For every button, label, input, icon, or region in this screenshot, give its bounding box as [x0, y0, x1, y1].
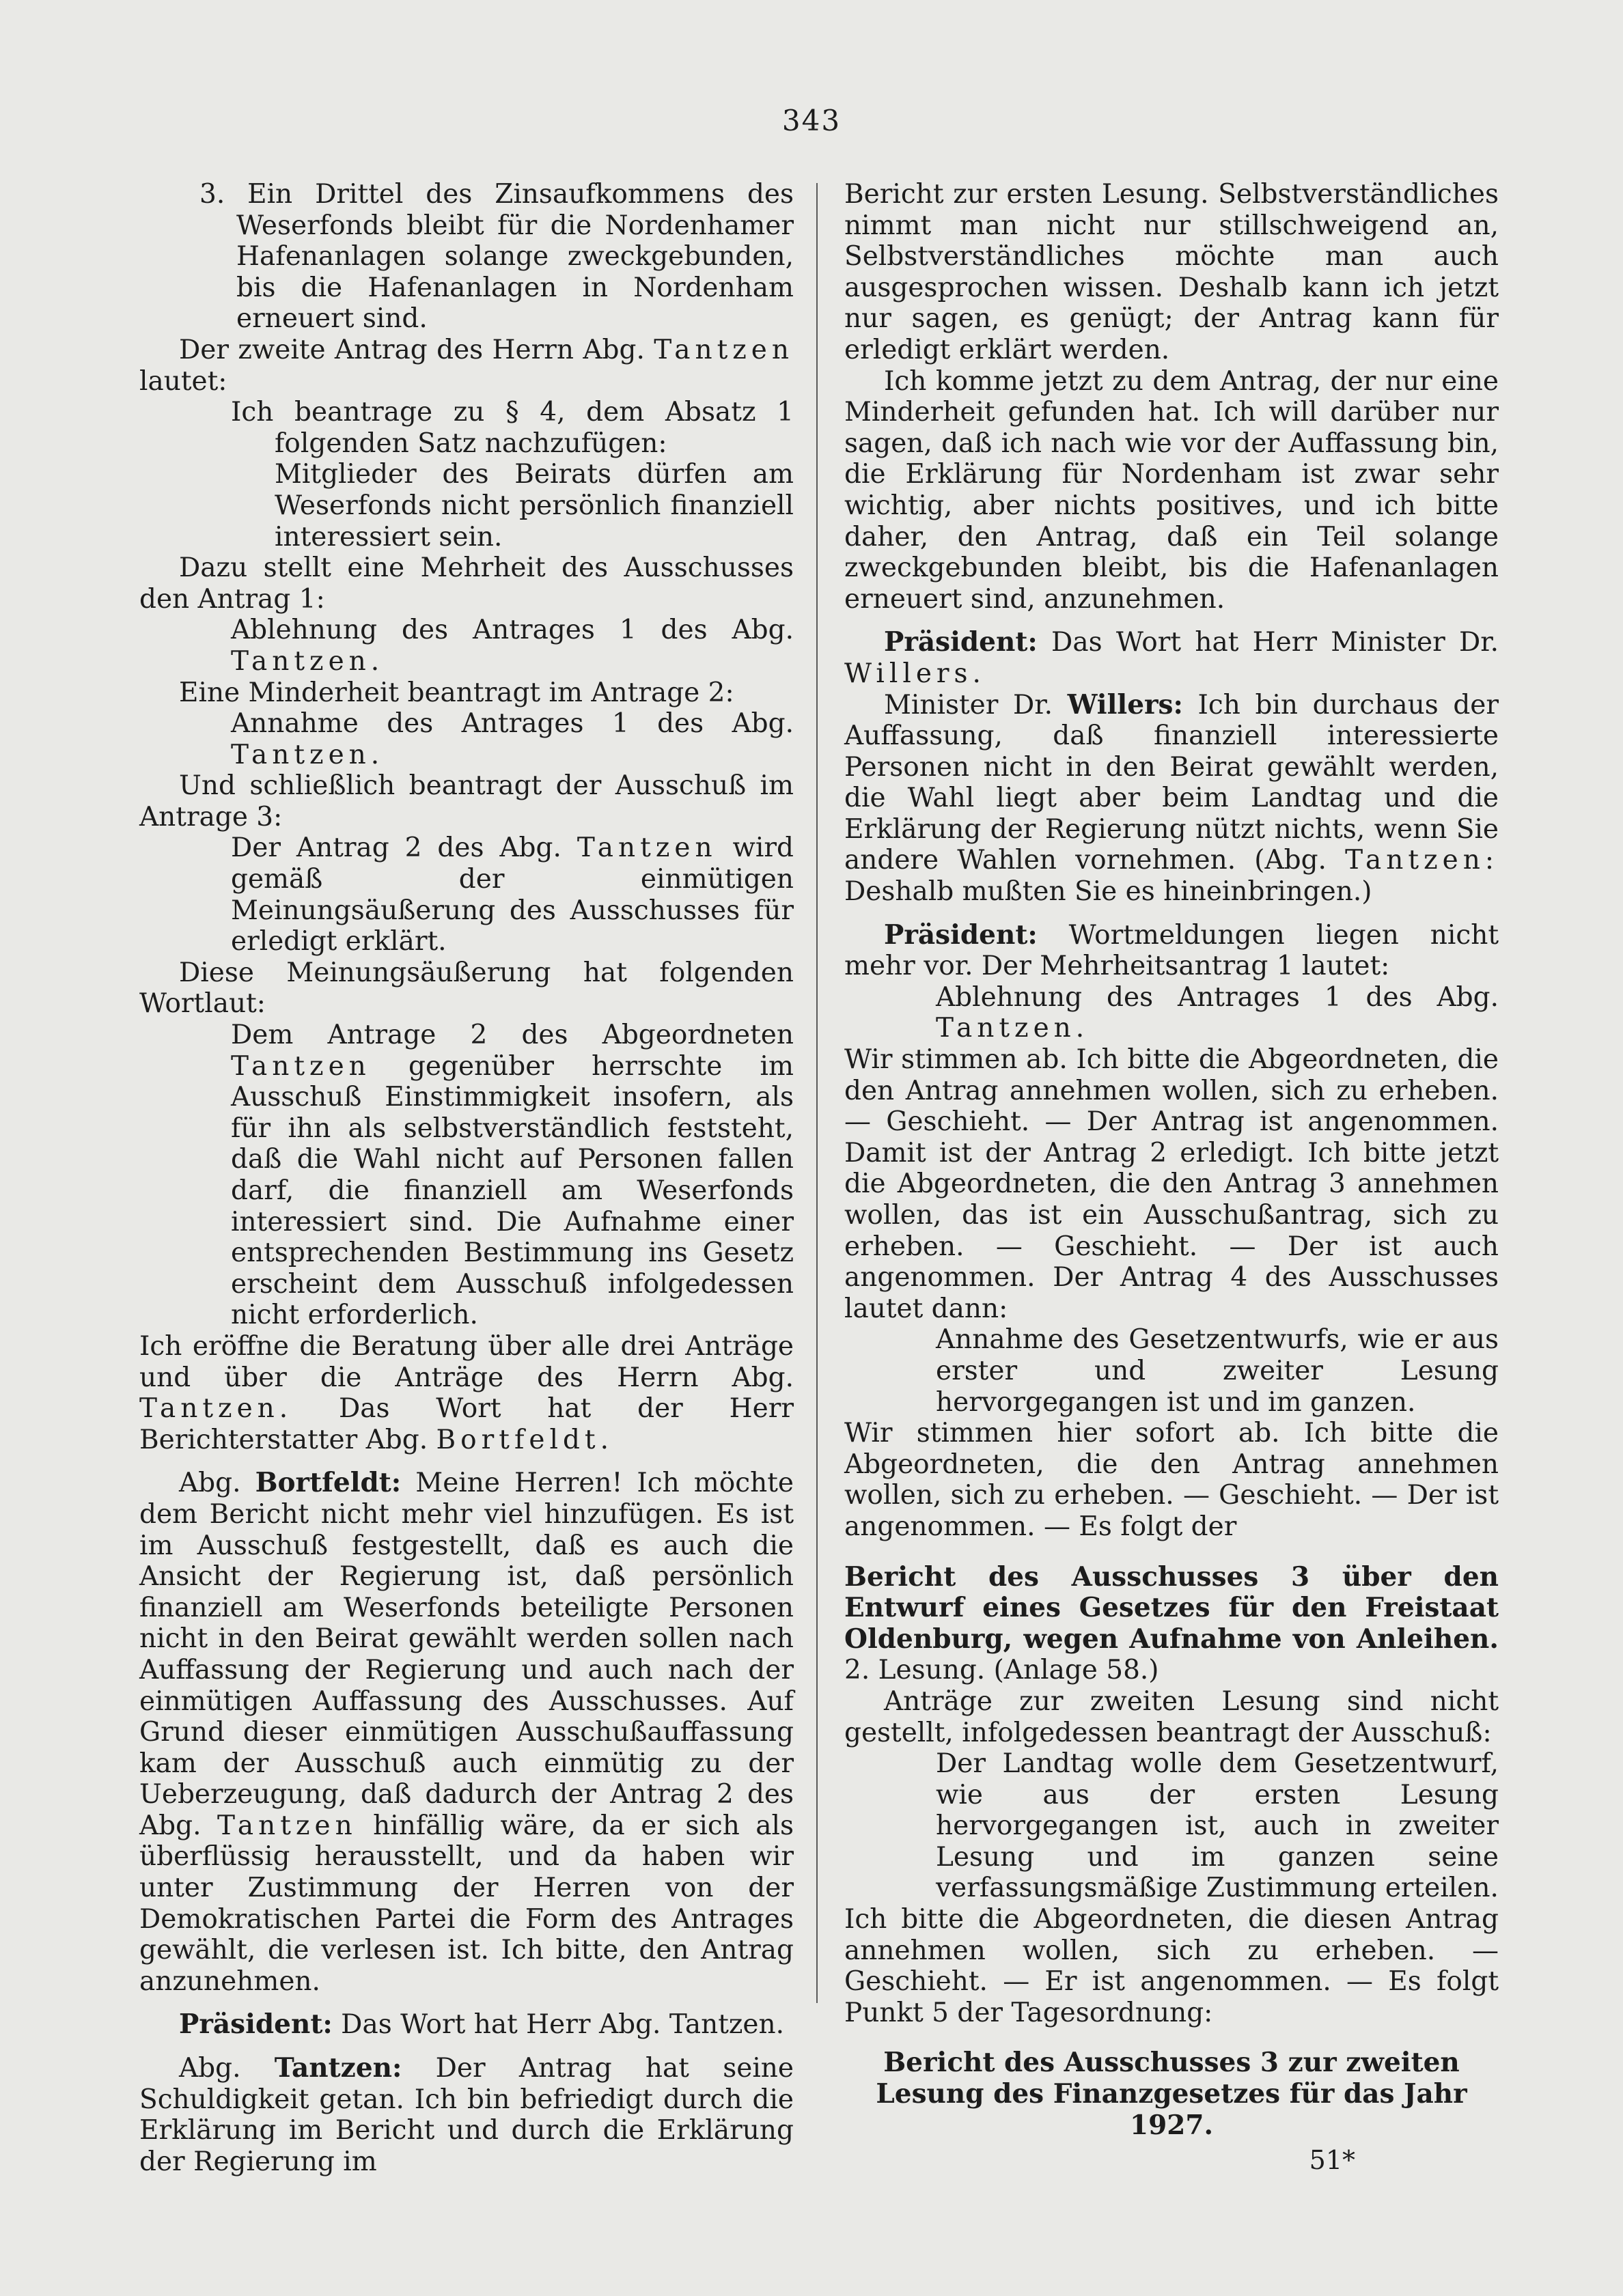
- agenda-heading: Bericht des Ausschusses 3 zur zweiten Lesung des Finanzgesetzes für das Jahr 1927.: [876, 2047, 1467, 2141]
- paragraph: Wir stimmen ab. Ich bitte die Abgeordneten, die den Antrag annehmen wollen, sich zu erheben. — Geschieht. — Der Antrag ist angenommen. Damit ist der Antrag 2 erledigt. Ich bitte jetzt die Abgeordneten, die den Antrag 3 annehmen wollen, das ist ein Ausschußantrag, sich zu erheben. — Geschieht. — Der ist auch angenommen. Der Antrag 4 des Ausschusses lautet dann:: [844, 1044, 1499, 1324]
- motion-item: Annahme des Antrages 1 des Abg. Tantzen.: [231, 708, 794, 770]
- page-number: 343: [781, 104, 842, 137]
- paragraph: Anträge zur zweiten Lesung sind nicht gestellt, infolgedessen beantragt der Ausschuß:: [844, 1685, 1499, 1748]
- printer-signature-mark: 51*: [1309, 2145, 1355, 2176]
- speech: Abg. Tantzen: Der Antrag hat seine Schuldigkeit getan. Ich bin befriedigt durch die Erklärung im Bericht und durch die Erklärung der Regierung im: [139, 2052, 794, 2177]
- agenda-heading: Bericht des Ausschusses 3 über den Entwurf eines Gesetzes für den Freistaat Oldenburg, wegen Aufnahme von Anleihen. 2. Lesung. (Anlage 58.): [844, 1560, 1499, 1686]
- speaker-name: Tantzen: [654, 334, 794, 365]
- paragraph: Ich bitte die Abgeordneten, die diesen Antrag annehmen wollen, sich zu erheben. — Geschieht. — Er ist angenommen. — Es folgt Punkt 5 der Tagesordnung:: [844, 1904, 1499, 2028]
- paragraph: Und schließlich beantragt der Ausschuß im Antrage 3:: [139, 770, 794, 832]
- speaker-label: Willers:: [1067, 688, 1183, 720]
- motion-item: Dem Antrage 2 des Abgeordneten Tantzen gegenüber herrschte im Ausschuß Einstimmigkeit insofern, als für ihn als selbstverständlich feststeht, daß die Wahl nicht auf Personen fallen darf, die finanziell am Weserfonds interessiert sind. Die Aufnahme einer entsprechenden Bestimmung ins Gesetz erscheint dem Ausschuß infolgedessen nicht erforderlich.: [231, 1020, 794, 1331]
- speech: Präsident: Das Wort hat Herr Minister Dr. Willers.: [844, 626, 1499, 689]
- speaker-label: Tantzen:: [274, 2052, 402, 2084]
- speech: Abg. Bortfeldt: Meine Herren! Ich möchte dem Bericht nicht mehr viel hinzufügen. Es ist im Ausschuß festgestellt, daß es auch die Ansicht der Regierung ist, daß persönlich finanziell am Weserfonds beteiligte Personen nicht in den Beirat gewählt werden sollen nach Auffassung der Regierung und auch nach der einmütigen Auffassung des Ausschusses. Auf Grund dieser einmütigen Ausschußauffassung kam der Ausschuß auch einmütig zu der Ueberzeugung, daß dadurch der Antrag 2 des Abg. Tantzen hinfällig wäre, da er sich als überflüssig herausstellt, und da haben wir unter Zustimmung der Herren von der Demokratischen Partei die Form des Antrages gewählt, die verlesen ist. Ich bitte, den Antrag anzunehmen.: [139, 1467, 794, 1997]
- paragraph: Ich eröffne die Beratung über alle drei Anträge und über die Anträge des Herrn Abg. Tantzen. Das Wort hat der Herr Berichterstatter Abg. Bortfeldt.: [139, 1330, 794, 1455]
- left-column: [139, 179, 794, 2177]
- speaker-label: Präsident:: [884, 626, 1038, 658]
- paragraph: Diese Meinungsäußerung hat folgenden Wortlaut:: [139, 957, 794, 1020]
- speaker-label: Präsident:: [884, 919, 1038, 951]
- paragraph: Bericht zur ersten Lesung. Selbstverständliches nimmt man nicht nur stillschweigend an, Selbstverständliches möchte man auch ausgesprochen wissen. Deshalb kann ich jetzt nur sagen, es genügt; der Antrag kann für erledigt erklärt werden.: [844, 179, 1499, 365]
- paragraph: Ich komme jetzt zu dem Antrag, der nur eine Minderheit gefunden hat. Ich will darüber nur sagen, daß ich nach wie vor der Auffassung bin, die Erklärung für Nordenham ist zwar sehr wichtig, aber nichts positives, und ich bitte daher, den Antrag, daß ein Teil solange zweckgebunden bleibt, bis die Hafenanlagen erneuert sind, anzunehmen.: [844, 365, 1499, 615]
- quoted-motion-text: Mitglieder des Beirats dürfen am Weserfonds nicht persönlich finanziell interessiert sein.: [275, 459, 794, 552]
- motion-item: Der Landtag wolle dem Gesetzentwurf, wie aus der ersten Lesung hervorgegangen ist, auch in zweiter Lesung und im ganzen seine verfassungsmäßige Zustimmung erteilen.: [936, 1748, 1499, 1904]
- speech: Präsident: Wortmeldungen liegen nicht mehr vor. Der Mehrheitsantrag 1 lautet:: [844, 919, 1499, 982]
- paragraph: Der zweite Antrag des Herrn Abg. Tantzen lautet:: [139, 334, 794, 397]
- paragraph: Dazu stellt eine Mehrheit des Ausschusses den Antrag 1:: [139, 552, 794, 615]
- paragraph: Wir stimmen hier sofort ab. Ich bitte die Abgeordneten, die den Antrag annehmen wollen, sich zu erheben. — Geschieht. — Der ist angenommen. — Es folgt der: [844, 1418, 1499, 1542]
- speech: Minister Dr. Willers: Ich bin durchaus der Auffassung, daß finanziell interessierte Personen nicht in den Beirat gewählt werden, die Wahl liegt aber beim Landtag und die Erklärung der Regierung nützt nichts, wenn Sie andere Wahlen vornehmen. (Abg. Tantzen: Deshalb mußten Sie es hineinbringen.): [844, 688, 1499, 908]
- motion-item: Ablehnung des Antrages 1 des Abg. Tantzen.: [936, 981, 1499, 1044]
- speaker-label: Präsident:: [179, 2008, 333, 2041]
- motion-item: Annahme des Gesetzentwurfs, wie er aus erster und zweiter Lesung hervorgegangen ist und im ganzen.: [936, 1324, 1499, 1418]
- column-divider: [816, 183, 818, 2003]
- right-column: [844, 179, 1499, 2176]
- speaker-label: Bortfeldt:: [255, 1467, 402, 1499]
- paragraph: 3. Ein Drittel des Zinsaufkommens des Weserfonds bleibt für die Nordenhamer Hafenanlagen solange zweckgebunden, bis die Hafenanlagen in Nordenham erneuert sind.: [199, 179, 794, 335]
- motion-item: Der Antrag 2 des Abg. Tantzen wird gemäß der einmütigen Meinungsäußerung des Ausschusses für erledigt erklärt.: [231, 832, 794, 957]
- quoted-motion: Ich beantrage zu § 4, dem Absatz 1 folgenden Satz nachzufügen:: [231, 397, 794, 459]
- motion-item: Ablehnung des Antrages 1 des Abg. Tantzen.: [231, 615, 794, 677]
- speech: Präsident: Das Wort hat Herr Abg. Tantzen.: [179, 2008, 785, 2041]
- paragraph: Eine Minderheit beantragt im Antrage 2:: [179, 677, 734, 708]
